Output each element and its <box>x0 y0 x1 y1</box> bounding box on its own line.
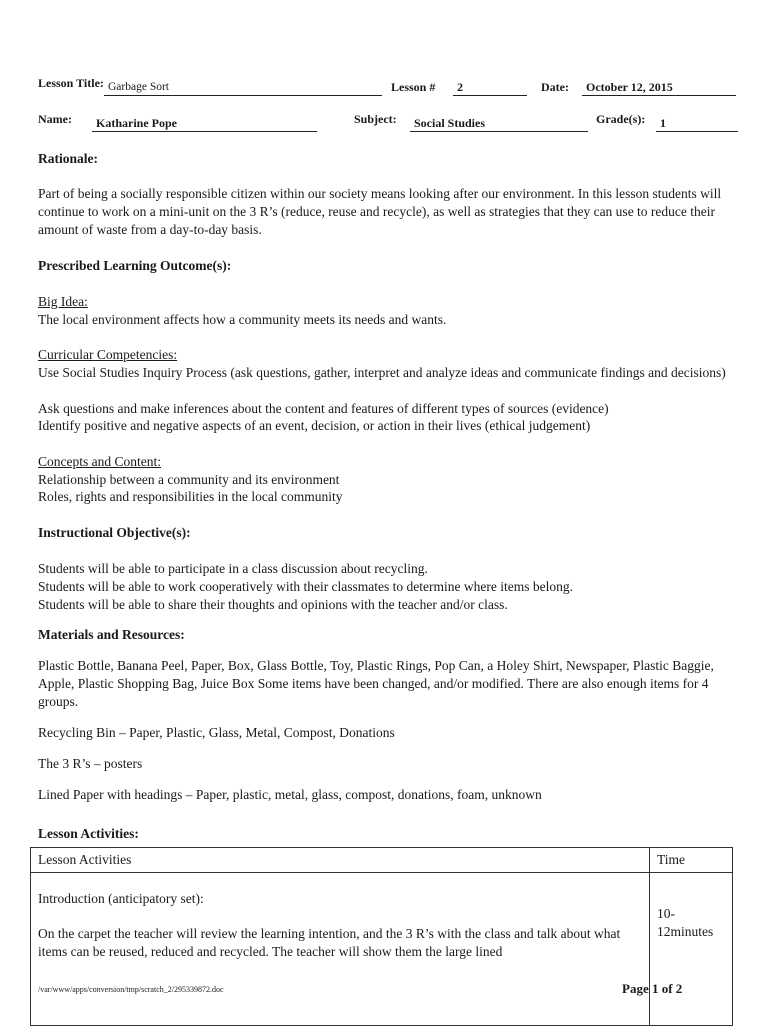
outcomes-heading: Prescribed Learning Outcome(s): <box>38 258 232 273</box>
grade-label: Grade(s): <box>596 112 646 126</box>
subject-label: Subject: <box>354 112 397 126</box>
rationale-heading: Rationale: <box>38 151 98 166</box>
competency-item: Identify positive and negative aspects of an event, decision, or action in their lives (ethical judgement) <box>38 418 591 433</box>
competency-item: Ask questions and make inferences about the content and features of different types of sources (evidence) <box>38 401 609 416</box>
col-time-header: Time <box>650 848 733 873</box>
big-idea-text: The local environment affects how a community meets its needs and wants. <box>38 312 447 327</box>
date-field[interactable]: October 12, 2015 <box>582 80 736 96</box>
activity-text: On the carpet the teacher will review the learning intention, and the 3 R’s with the class and talk about what items can be reused, reduced and recycled. The teacher will show them the large lined <box>38 926 621 959</box>
rationale-text: Part of being a socially responsible citizen within our society means looking after our environment. In this lesson students will continue to work on a mini-unit on the 3 R’s (reduce, reuse and recycle), as well as strategies that they can use to reduce their amount of waste from a day-to-day basis. <box>38 186 722 237</box>
activity-cell <box>31 873 650 1026</box>
name-field[interactable]: Katharine Pope <box>92 116 317 132</box>
objective-item: Students will be able to participate in a class discussion about recycling. <box>38 561 428 576</box>
lined-paper-text: Lined Paper with headings – Paper, plastic, metal, glass, compost, donations, foam, unknown <box>38 787 542 802</box>
grade-field[interactable]: 1 <box>656 116 738 132</box>
objective-item: Students will be able to share their thoughts and opinions with the teacher and/or class. <box>38 597 508 612</box>
name-label: Name: <box>38 112 72 126</box>
activity-time <box>650 873 733 1026</box>
table-row <box>31 873 733 1026</box>
lesson-number-field[interactable]: 2 <box>453 80 527 96</box>
activities-table <box>30 847 733 1026</box>
objective-item: Students will be able to work cooperatively with their classmates to determine where items belong. <box>38 579 573 594</box>
subject-field[interactable]: Social Studies <box>410 116 588 132</box>
table-header-row <box>31 848 733 873</box>
posters-text: The 3 R’s – posters <box>38 756 143 771</box>
lesson-title-field[interactable]: Garbage Sort <box>104 80 382 96</box>
recycling-bin-text: Recycling Bin – Paper, Plastic, Glass, Metal, Compost, Donations <box>38 725 395 740</box>
concepts-label: Concepts and Content: <box>38 454 161 469</box>
lesson-number-label: Lesson # <box>391 80 436 94</box>
col-activities-header: Lesson Activities <box>31 848 650 873</box>
activities-heading: Lesson Activities: <box>38 826 139 841</box>
activity-time-value: 10-12minutes <box>657 906 714 939</box>
file-path: /var/www/apps/conversion/tmp/scratch_2/295339872.doc <box>38 985 224 994</box>
big-idea-label: Big Idea: <box>38 294 88 309</box>
activity-title: Introduction (anticipatory set): <box>38 891 204 906</box>
concept-item: Roles, rights and responsibilities in the local community <box>38 489 343 504</box>
competencies-label: Curricular Competencies: <box>38 347 178 362</box>
materials-list: Plastic Bottle, Banana Peel, Paper, Box, Glass Bottle, Toy, Plastic Rings, Pop Can, a Holey Shirt, Newspaper, Plastic Baggie, Apple, Plastic Shopping Bag, Juice Box Some items have been changed, and/or modified. There are also enough items for 4 groups. <box>38 658 714 709</box>
page-number: Page 1 of 2 <box>622 981 683 996</box>
concept-item: Relationship between a community and its environment <box>38 472 340 487</box>
materials-heading: Materials and Resources: <box>38 627 185 642</box>
lesson-title-label: Lesson Title: <box>38 76 104 90</box>
objectives-heading: Instructional Objective(s): <box>38 525 191 540</box>
date-label: Date: <box>541 80 569 94</box>
competency-item: Use Social Studies Inquiry Process (ask questions, gather, interpret and analyze ideas and communicate findings and decisions) <box>38 365 726 380</box>
